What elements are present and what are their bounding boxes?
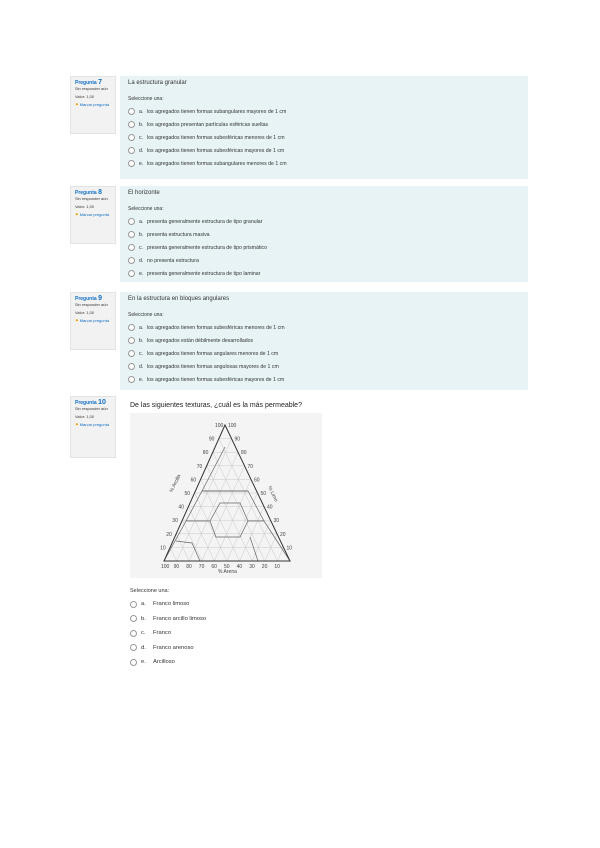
axis-label-arcilla: % Arcilla [168, 473, 183, 494]
answer-option[interactable]: a. los agregados tienen formas subangulares mayores de 1 cm [128, 105, 520, 118]
question-number: Pregunta 10 [75, 399, 106, 406]
question-score: Valor: 1,00 [75, 414, 95, 419]
tick-label-limo: 50 [260, 491, 267, 497]
question-text: De las siguientes texturas, ¿cuál es la más permeable? [130, 402, 302, 409]
answer-option[interactable]: c. presenta generalmente estructura de tipo prismático [128, 241, 520, 254]
question-info [70, 396, 116, 458]
tick-label-arena: 90 [173, 564, 180, 570]
radio-button[interactable] [128, 363, 135, 370]
tick-label-arena: 20 [261, 564, 268, 570]
answer-option[interactable]: d. los agregados tienen formas subesféricas mayores de 1 cm [128, 144, 520, 157]
flag-icon: ⚑ [75, 102, 79, 107]
flag-question-link[interactable]: ⚑ Marcar pregunta [75, 212, 110, 217]
select-prompt: Seleccione una: [128, 206, 164, 212]
tick-label-arcilla: 80 [202, 450, 209, 457]
radio-button[interactable] [128, 337, 135, 344]
radio-button[interactable] [128, 257, 135, 264]
answer-option[interactable]: e. los agregados tienen formas subangulares menores de 1 cm [128, 157, 520, 170]
tick-label-limo: 100 [228, 423, 237, 429]
tick-label-arena: 60 [211, 564, 217, 570]
tick-label-limo: 10 [286, 545, 293, 552]
axis-label-arena: % Arena [218, 569, 237, 575]
question-content [120, 396, 528, 688]
answer-option[interactable]: b. los agregados están débilmente desarrollados [128, 334, 520, 347]
question-status: Sin responder aún [75, 302, 108, 307]
question-number: Pregunta 9 [75, 295, 102, 302]
radio-button[interactable] [128, 121, 135, 128]
radio-button[interactable] [128, 324, 135, 331]
tick-label-arcilla: 30 [172, 518, 178, 525]
radio-button[interactable] [128, 147, 135, 154]
radio-button[interactable] [128, 376, 135, 383]
flag-icon: ⚑ [75, 318, 79, 323]
tick-label-arcilla: 40 [178, 504, 184, 511]
tick-label-limo: 80 [241, 450, 247, 457]
tick-label-arena: 30 [249, 564, 255, 570]
answer-option[interactable]: e. Arcilloso [130, 655, 518, 670]
answer-option[interactable]: c. los agregados tienen formas angulares menores de 1 cm [128, 347, 520, 360]
grid-line [202, 466, 245, 561]
flag-question-link[interactable]: ⚑ Marcar pregunta [75, 422, 110, 427]
answer-option[interactable]: c. los agregados tienen formas subesféricas menores de 1 cm [128, 131, 520, 144]
question-info [70, 76, 116, 134]
radio-button[interactable] [128, 244, 135, 251]
answer-option[interactable]: e. presenta generalmente estructura de tipo laminar [128, 267, 520, 280]
question-text: El horizonte [128, 190, 160, 196]
radio-button[interactable] [128, 231, 135, 238]
tick-label-arena: 50 [224, 564, 230, 570]
axis-label-limo: % Limo [266, 485, 279, 503]
answer-option[interactable]: c. Franco [130, 626, 518, 641]
flag-question-link[interactable]: ⚑ Marcar pregunta [75, 102, 110, 107]
question-number: Pregunta 7 [75, 79, 102, 86]
question-number: Pregunta 8 [75, 189, 102, 196]
question-text: En la estructura en bloques angulares [128, 296, 230, 302]
question-content [120, 186, 528, 282]
texture-triangle-diagram [130, 413, 322, 578]
texture-triangle-image [130, 413, 322, 578]
radio-button[interactable] [128, 350, 135, 357]
radio-button[interactable] [128, 108, 135, 115]
radio-button[interactable] [128, 270, 135, 277]
answer-option[interactable]: d. Franco arenoso [130, 641, 518, 656]
select-prompt: Seleccione una: [128, 96, 164, 102]
radio-button[interactable] [128, 218, 135, 225]
tick-label-limo: 60 [254, 477, 260, 484]
answer-option[interactable]: b. los agregados presentan partículas esféricas sueltas [128, 118, 520, 131]
grid-line [219, 436, 278, 561]
tick-label-arcilla: 100 [215, 423, 224, 429]
answer-option[interactable]: b. Franco arcillo limoso [130, 612, 518, 627]
tick-label-arcilla: 50 [184, 491, 191, 497]
tick-label-limo: 40 [267, 504, 273, 511]
question-info [70, 292, 116, 350]
tick-label-arcilla: 70 [196, 463, 203, 470]
tick-label-limo: 20 [280, 531, 286, 538]
tick-label-arcilla: 90 [208, 436, 215, 443]
answer-option[interactable]: d. los agregados tienen formas angulosas mayores de 1 cm [128, 360, 520, 373]
tick-label-arcilla: 20 [166, 531, 172, 538]
answer-option[interactable]: b. presenta estructura masiva [128, 228, 520, 241]
question-score: Valor: 1,00 [75, 310, 95, 315]
select-prompt: Seleccione una: [130, 588, 170, 594]
radio-button[interactable] [130, 644, 137, 651]
tick-label-limo: 70 [247, 463, 254, 470]
answer-option[interactable]: a. presenta generalmente estructura de tipo granular [128, 215, 520, 228]
answer-option[interactable]: a. Franco limoso [130, 597, 518, 612]
flag-question-link[interactable]: ⚑ Marcar pregunta [75, 318, 110, 323]
grid-line [177, 436, 232, 561]
answer-option[interactable]: d. no presenta estructura [128, 254, 520, 267]
radio-button[interactable] [128, 134, 135, 141]
question-score: Valor: 1,00 [75, 94, 95, 99]
radio-button[interactable] [130, 601, 137, 608]
tick-label-arena: 40 [236, 564, 243, 570]
tick-label-arena: 100 [161, 564, 170, 570]
answer-option[interactable]: a. los agregados tienen formas subesféricas menores de 1 cm [128, 321, 520, 334]
question-status: Sin responder aún [75, 406, 108, 411]
question-status: Sin responder aún [75, 196, 108, 201]
radio-button[interactable] [128, 160, 135, 167]
question-score: Valor: 1,00 [75, 204, 95, 209]
answer-option[interactable]: e. los agregados tienen formas subesféricas mayores de 1 cm [128, 373, 520, 386]
flag-icon: ⚑ [75, 212, 79, 217]
tick-label-limo: 30 [273, 518, 280, 525]
question-content [120, 76, 528, 179]
grid-line [170, 547, 177, 561]
flag-icon: ⚑ [75, 422, 79, 427]
select-prompt: Seleccione una: [128, 312, 164, 318]
radio-button[interactable] [130, 630, 137, 637]
question-text: La estructura granular [128, 80, 187, 86]
radio-button[interactable] [130, 615, 137, 622]
tick-label-arena: 10 [274, 564, 280, 570]
tick-label-arcilla: 10 [160, 545, 166, 552]
tick-label-arena: 80 [186, 564, 192, 570]
radio-button[interactable] [130, 659, 137, 666]
question-info [70, 186, 116, 244]
tick-label-arena: 70 [198, 564, 205, 570]
question-content [120, 292, 528, 390]
question-status: Sin responder aún [75, 86, 108, 91]
tick-label-limo: 90 [234, 436, 241, 443]
tick-label-arcilla: 60 [190, 477, 197, 484]
